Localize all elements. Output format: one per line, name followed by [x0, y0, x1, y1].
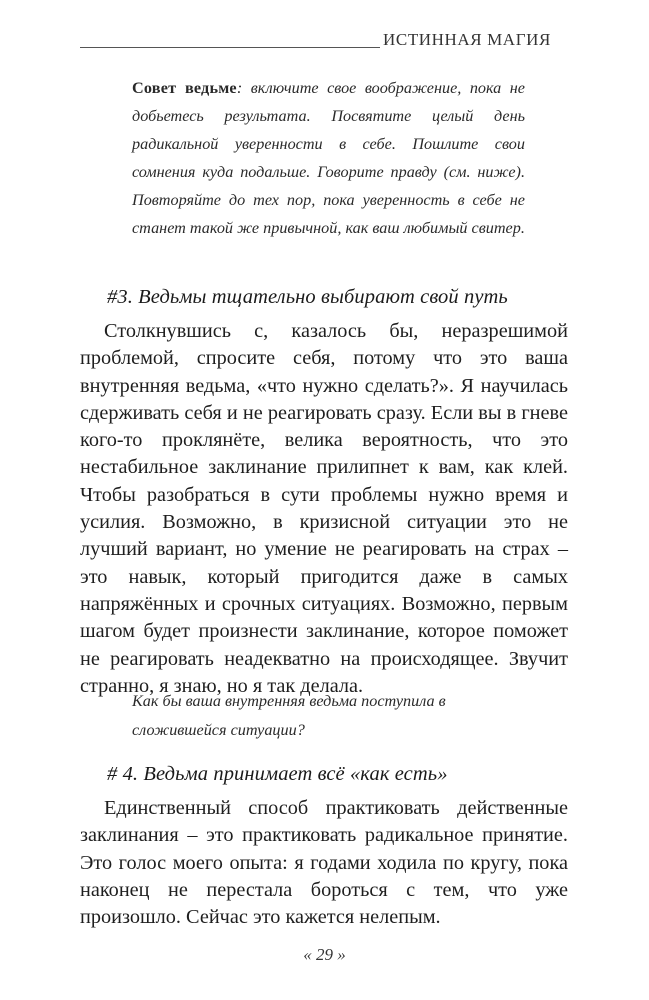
- section-3-question: Как бы ваша внутренняя ведьма поступила в сложившейся ситуации?: [132, 692, 446, 739]
- tip-lead: Совет ведьме: [132, 79, 237, 97]
- section-3-heading: #3. Ведьмы тщательно выбирают свой путь: [107, 286, 508, 308]
- running-title: ИСТИННАЯ МАГИЯ: [383, 30, 551, 49]
- section-4-paragraph: Единственный способ практиковать действенные заклинания – это практиковать радикальное принятие. Это голос моего опыта: я годами ходила по кругу, пока наконец не перестала бороться с тем, что уже произошло. Сейчас это кажется нелепым.: [80, 797, 568, 929]
- page-number: « 29 »: [303, 945, 346, 964]
- section-4-heading: # 4. Ведьма принимает всё «как есть»: [107, 763, 448, 785]
- tip-text: : включите свое воображение, пока не добьетесь результата. Посвятите целый день радикальной уверенности в себе. Пошлите свои сомнения куда подальше. Говорите правду (см. ниже). Повторяйте до тех пор, пока уверенность в себе не станет такой же привычной, как ваш любимый свитер.: [132, 79, 525, 237]
- header-rule: [80, 47, 380, 48]
- witch-tip-box: [132, 74, 525, 242]
- section-3-paragraph: Столкнувшись с, казалось бы, неразрешимой проблемой, спросите себя, потому что это ваша внутренняя ведьма, «что нужно сделать?». Я научилась сдерживать себя и не реагировать сразу. Если вы в гневе кого-то проклянёте, велика вероятность, что это нестабильное заклинание прилипнет к вам, как клей. Чтобы разобраться в сути проблемы нужно время и усилия. Возможно, в кризисной ситуации это не лучший вариант, но умение не реагировать на страх – это навык, который пригодится даже в самых напряжённых и срочных ситуациях. Возможно, первым шагом будет произнести заклинание, которое поможет не реагировать неадекватно на происходящее. Звучит странно, я знаю, но я так делала.: [80, 320, 568, 697]
